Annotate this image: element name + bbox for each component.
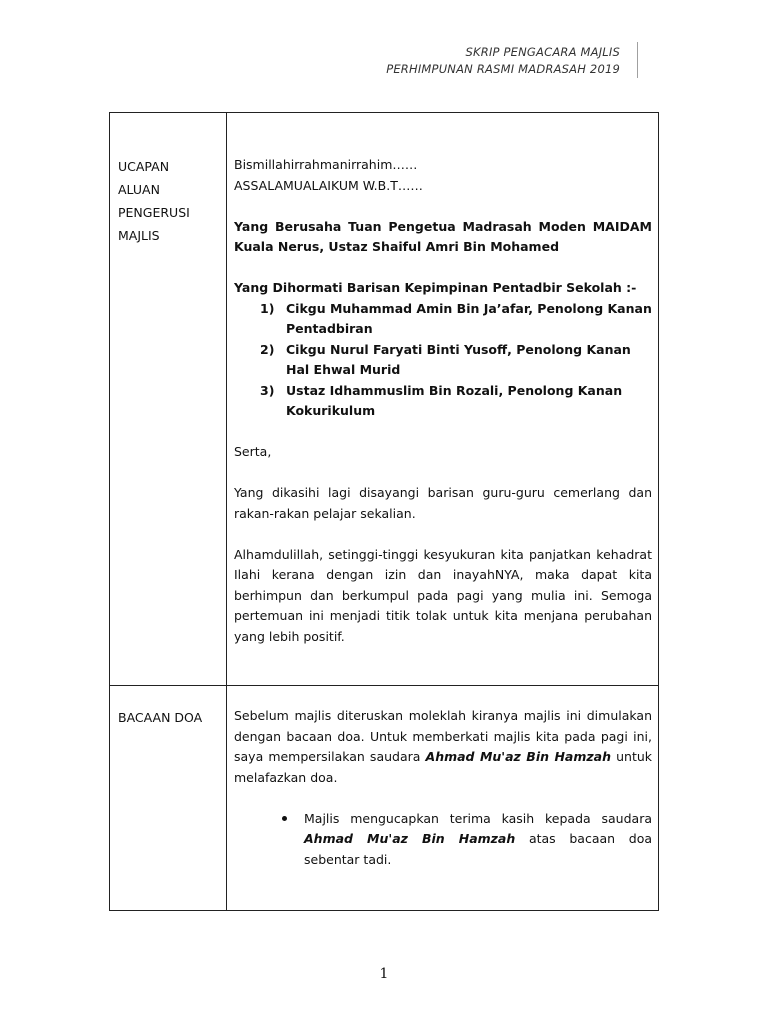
table-row	[110, 113, 659, 686]
prayer-section	[227, 686, 658, 870]
script-table	[109, 112, 659, 911]
table-row	[110, 686, 659, 911]
welcome-speech	[227, 113, 658, 647]
prayer-text: Sebelum majlis diteruskan moleklah kiranya majlis ini dimulakan dengan bacaan doa. Untuk memberkati majlis kita pada pagi ini, saya mempersilakan saudara	[234, 708, 652, 764]
row-content-cell	[227, 113, 659, 686]
serta-line: Serta,	[234, 444, 272, 459]
page-header	[386, 44, 620, 78]
leaders-heading: Yang Dihormati Barisan Kepimpinan Pentadbir Sekolah :-	[234, 280, 637, 295]
list-text: Ustaz Idhammuslim Bin Rozali, Penolong Kanan Kokurikulum	[286, 382, 623, 418]
page-number: 1	[379, 966, 389, 982]
leaders-list	[234, 299, 652, 422]
gratitude-paragraph: Alhamdulillah, setinggi-tinggi kesyukuran kita panjatkan kehadrat Ilahi kerana dengan izin dan inayahNYA, maka dapat kita berhimpun dan berkumpul pada pagi yang mulia ini. Semoga pertemuan ini menjadi titik tolak untuk kita menjana perubahan yang lebih positif.	[234, 546, 652, 644]
list-item	[234, 340, 652, 381]
header-line-2: PERHIMPUNAN RASMI MADRASAH 2019	[386, 62, 620, 76]
header-divider	[637, 42, 638, 78]
reciter-name: Ahmad Mu'az Bin Hamzah	[304, 831, 516, 846]
list-number: 2)	[260, 341, 275, 357]
thanks-text: atas bacaan doa sebentar tadi.	[304, 831, 653, 867]
row-label-line: MAJLIS	[118, 228, 160, 243]
row-label-line: BACAAN DOA	[118, 710, 203, 725]
bullet-icon	[282, 816, 287, 821]
row-label-cell	[110, 113, 227, 686]
principal-address: Yang Berusaha Tuan Pengetua Madrasah Moden MAIDAM Kuala Nerus, Ustaz Shaiful Amri Bin Mohamed	[234, 218, 652, 254]
list-text: Cikgu Nurul Faryati Binti Yusoff, Penolong Kanan Hal Ehwal Murid	[286, 341, 631, 377]
list-text: Cikgu Muhammad Amin Bin Ja’afar, Penolong Kanan Pentadbiran	[286, 300, 652, 336]
row-label-line: ALUAN	[118, 182, 160, 197]
row-content-cell	[227, 686, 659, 911]
list-item	[234, 299, 652, 340]
row-label	[110, 686, 226, 729]
header-line-1: SKRIP PENGACARA MAJLIS	[465, 45, 620, 59]
row-label-line: UCAPAN	[118, 159, 170, 174]
opening-line: Bismillahirrahmanirrahim……	[234, 157, 418, 172]
row-label	[110, 113, 226, 247]
thanks-bullet	[234, 809, 652, 871]
thanks-text: Majlis mengucapkan terima kasih kepada saudara	[304, 810, 652, 826]
list-number: 1)	[260, 300, 275, 316]
list-number: 3)	[260, 382, 275, 398]
reciter-name: Ahmad Mu'az Bin Hamzah	[425, 749, 612, 764]
prayer-paragraph	[234, 706, 652, 788]
list-item	[234, 381, 652, 422]
opening-line: ASSALAMUALAIKUM W.B.T……	[234, 177, 423, 193]
row-label-line: PENGERUSI	[118, 205, 190, 220]
row-label-cell	[110, 686, 227, 911]
prayer-text: untuk melafazkan doa.	[234, 749, 653, 785]
teachers-greeting: Yang dikasihi lagi disayangi barisan guru-guru cemerlang dan rakan-rakan pelajar sekalian.	[234, 485, 652, 521]
